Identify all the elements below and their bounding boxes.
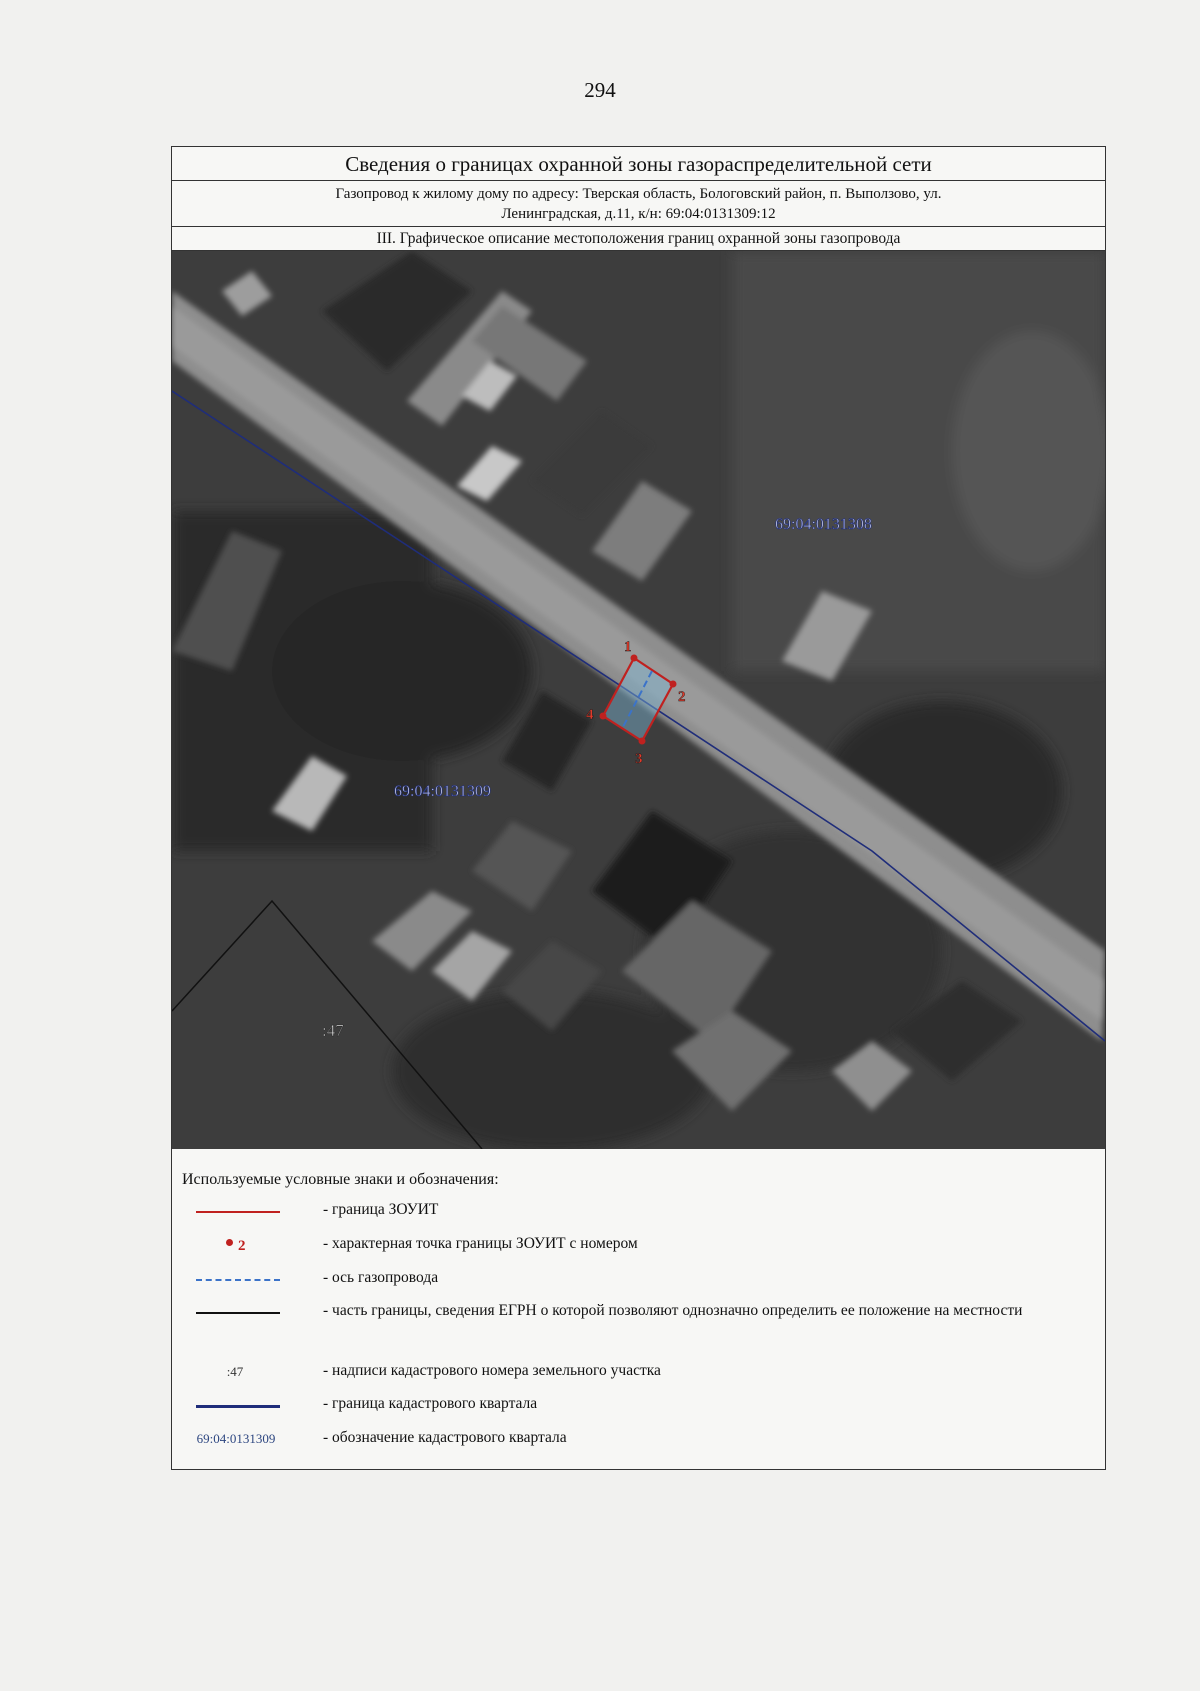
document-title: Сведения о границах охранной зоны газораспределительной сети	[172, 147, 1105, 181]
boundary-point-1-label: 1	[624, 639, 632, 655]
object-description	[172, 181, 1105, 227]
quarter-label-south: 69:04:0131309	[394, 783, 491, 800]
legend-symbol-black-line	[190, 1300, 280, 1326]
legend-text: - граница кадастрового квартала	[323, 1395, 538, 1412]
legend-symbol-blue-dashed-line	[190, 1267, 280, 1293]
legend-text: - часть границы, сведения ЕГРН о которой позволяют однозначно определить ее положение на местности	[323, 1302, 1023, 1319]
boundary-point-1	[631, 655, 638, 662]
legend-symbol-text: 69:04:0131309	[196, 1431, 276, 1446]
boundary-point-4-label: 4	[586, 707, 594, 723]
page-number: 294	[584, 78, 616, 102]
legend-symbol-quarter-text	[176, 1427, 296, 1453]
boundary-point-3-label: 3	[635, 751, 643, 767]
section-heading: III. Графическое описание местоположения границ охранной зоны газопровода	[172, 227, 1105, 251]
parcel-label: :47	[322, 1021, 344, 1040]
legend-symbol-parcel-text	[190, 1360, 280, 1386]
legend-text: - обозначение кадастрового квартала	[323, 1429, 567, 1446]
legend-text: - ось газопровода	[323, 1269, 439, 1286]
boundary-point-2-label: 2	[678, 689, 686, 705]
legend-text: - граница ЗОУИТ	[323, 1201, 439, 1218]
document-frame	[171, 146, 1106, 1470]
legend-symbol-text: :47	[226, 1364, 244, 1379]
boundary-point-2	[670, 681, 677, 688]
legend-symbol-red-line	[190, 1199, 280, 1225]
boundary-point-4	[600, 713, 607, 720]
legend-symbol-navy-line	[190, 1393, 280, 1419]
quarter-label-north: 69:04:0131308	[775, 516, 872, 533]
boundary-point-3	[639, 738, 646, 745]
legend-text: - надписи кадастрового номера земельного участка	[323, 1362, 661, 1379]
legend-text: - характерная точка границы ЗОУИТ с номером	[323, 1235, 638, 1252]
aerial-map	[172, 251, 1105, 1149]
legend-symbol-point-number: 2	[238, 1238, 246, 1254]
legend-symbol-red-point	[190, 1233, 280, 1259]
object-description-line1: Газопровод к жилому дому по адресу: Тверская область, Бологовский район, п. Выползово, ул.	[335, 186, 942, 202]
object-description-line2: Ленинградская, д.11, к/н: 69:04:0131309:12	[501, 206, 776, 222]
legend-title: Используемые условные знаки и обозначения:	[182, 1171, 499, 1188]
